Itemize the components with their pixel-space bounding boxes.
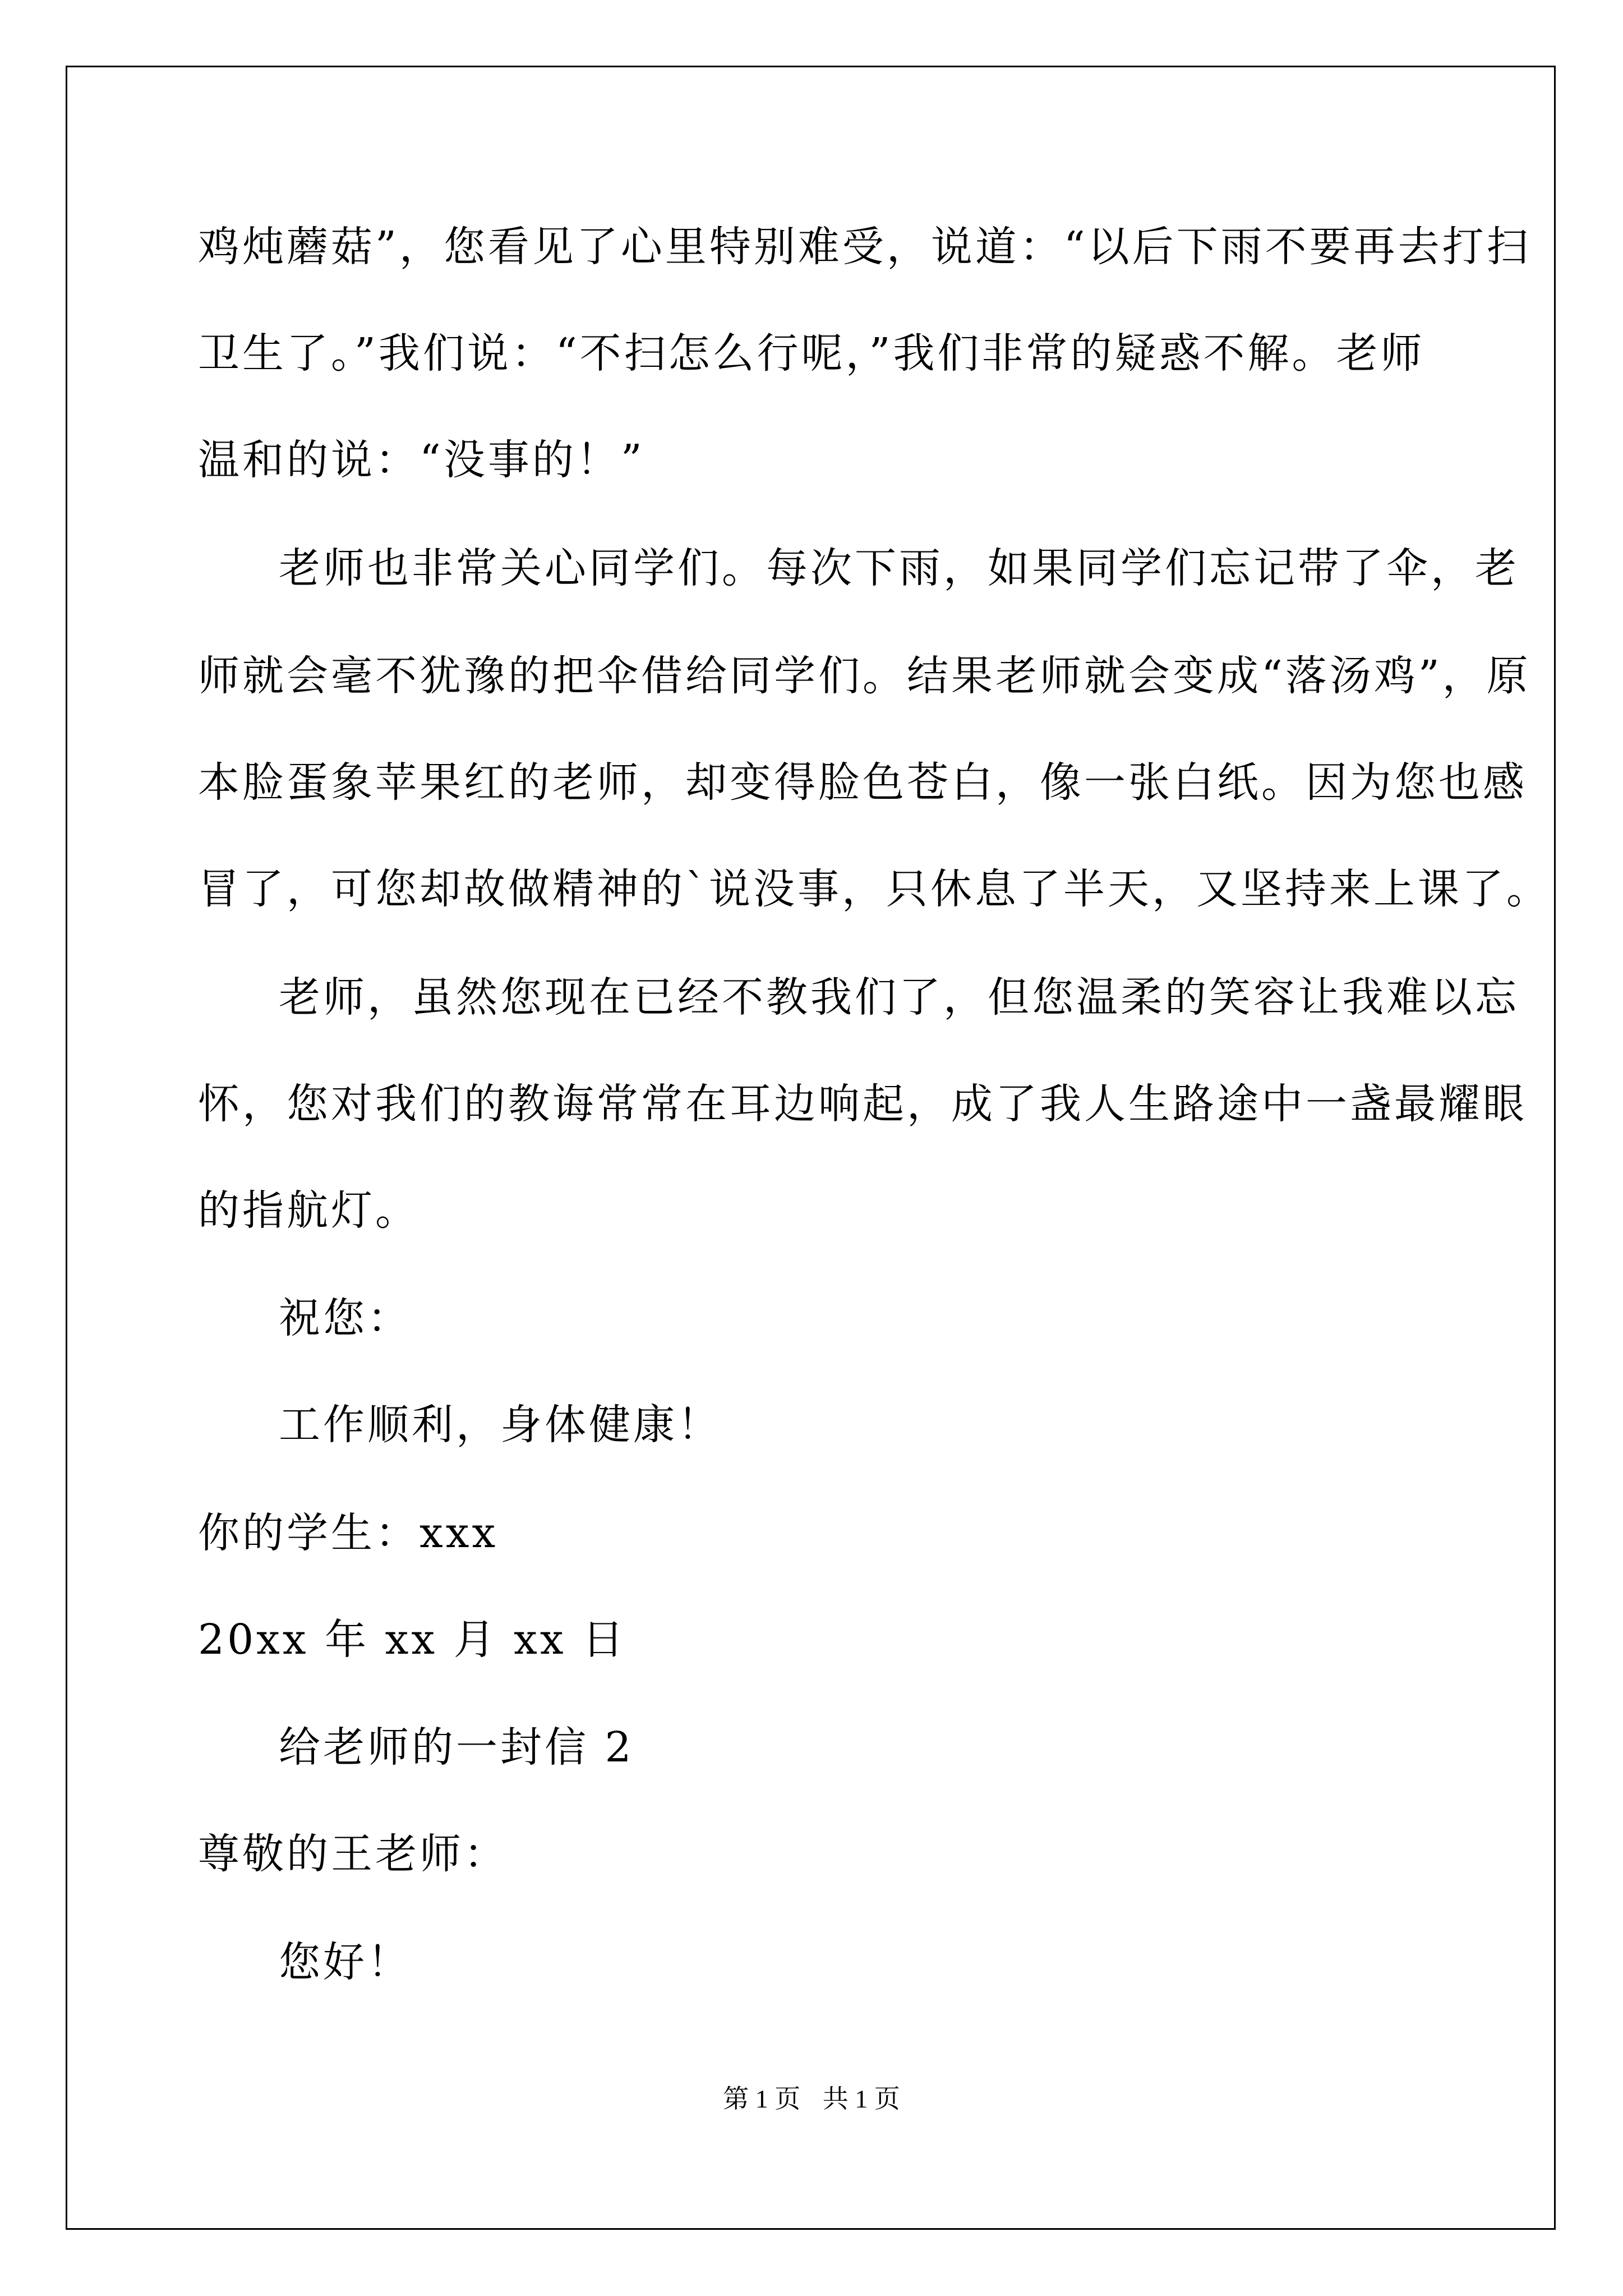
paragraph-line: 冒了，可您却故做精神的`说没事，只休息了半天，又坚持来上课了。 xyxy=(198,865,1551,913)
paragraph-line: 的指航灯。 xyxy=(198,1186,419,1235)
paragraph-line: 老师，虽然您现在已经不教我们了，但您温柔的笑容让我难以忘 xyxy=(279,973,1519,1022)
salutation-line: 尊敬的王老师： xyxy=(198,1830,508,1878)
paragraph-line: 本脸蛋象苹果红的老师，却变得脸色苍白，像一张白纸。因为您也感 xyxy=(198,758,1527,807)
wish-line: 工作顺利，身体健康！ xyxy=(279,1401,722,1449)
page-total: 共 1 页 xyxy=(822,2085,900,2113)
paragraph-line: 温和的说：“没事的！” xyxy=(198,436,645,484)
paragraph-line: 师就会毫不犹豫的把伞借给同学们。结果老师就会变成“落汤鸡”，原 xyxy=(198,652,1531,700)
page-footer xyxy=(0,2082,1623,2116)
paragraph-line: 鸡炖蘑菇”，您看见了心里特别难受，说道：“以后下雨不要再去打扫 xyxy=(198,223,1531,271)
page-number: 第 1 页 xyxy=(723,2085,801,2113)
paragraph-line: 卫生了。”我们说：“不扫怎么行呢，”我们非常的疑惑不解。老师 xyxy=(198,329,1425,378)
greeting-line: 您好！ xyxy=(279,1938,412,1986)
signature-line: 你的学生：xxx xyxy=(198,1509,499,1557)
page-border xyxy=(66,66,1556,2230)
paragraph-line: 怀，您对我们的教诲常常在耳边响起，成了我人生路途中一盏最耀眼 xyxy=(198,1080,1527,1128)
date-line: 20xx 年 xx 月 xx 日 xyxy=(198,1616,627,1664)
section-title: 给老师的一封信 2 xyxy=(279,1723,634,1772)
greeting-line: 祝您： xyxy=(279,1294,412,1342)
paragraph-line: 老师也非常关心同学们。每次下雨，如果同学们忘记带了伞，老 xyxy=(279,544,1519,592)
